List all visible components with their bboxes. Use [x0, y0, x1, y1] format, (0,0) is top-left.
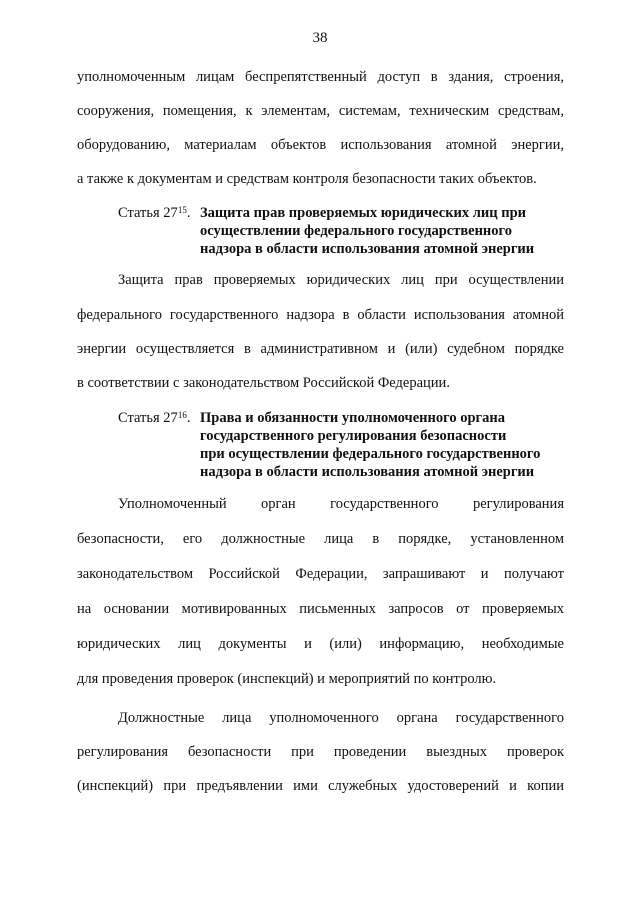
- paragraph-line: в соответствии с законодательством Российской Федерации.: [77, 375, 450, 391]
- paragraph-line: сооружения, помещения, к элементам, системам, техническим средствам,: [77, 103, 564, 119]
- article-title-line: надзора в области использования атомной энергии: [200, 241, 535, 257]
- paragraph-line: регулирования безопасности при проведении выездных проверок: [77, 744, 564, 760]
- paragraph-line: Должностные лица уполномоченного органа государственного: [118, 710, 564, 726]
- article-title-line: осуществлении федерального государственного: [200, 223, 513, 239]
- paragraph-line: законодательством Российской Федерации, запрашивают и получают: [77, 566, 564, 582]
- article-title-line: государственного регулирования безопасности: [200, 428, 507, 444]
- article-label: Статья $27^{16}$.: [118, 410, 191, 426]
- article-title-line: Права и обязанности уполномоченного органа: [200, 410, 505, 426]
- paragraph-line: безопасности, его должностные лица в порядке, установленном: [77, 531, 564, 547]
- article-title-line: при осуществлении федерального государственного: [200, 446, 541, 462]
- paragraph-line: юридических лиц документы и (или) информацию, необходимые: [77, 636, 564, 652]
- paragraph-line: оборудованию, материалам объектов использования атомной энергии,: [77, 137, 564, 153]
- paragraph-line: уполномоченным лицам беспрепятственный доступ в здания, строения,: [77, 69, 564, 85]
- article-title: [200, 204, 534, 258]
- paragraph-line: энергии осуществляется в административном и (или) судебном порядке: [77, 341, 564, 357]
- paragraph-line: для проведения проверок (инспекций) и мероприятий по контролю.: [77, 671, 497, 687]
- paragraph-line: а также к документам и средствам контроля безопасности таких объектов.: [77, 171, 537, 187]
- article-title-line: надзора в области использования атомной энергии: [200, 464, 535, 480]
- paragraph-line: на основании мотивированных письменных запросов от проверяемых: [77, 601, 564, 617]
- paragraph-line: федерального государственного надзора в области использования атомной: [77, 307, 564, 323]
- paragraph-line: Защита прав проверяемых юридических лиц при осуществлении: [118, 272, 564, 288]
- article-label: Статья $27^{15}$.: [118, 205, 191, 221]
- page-number: 38: [312, 30, 328, 46]
- article-title-line: Защита прав проверяемых юридических лиц при: [200, 205, 527, 221]
- paragraph-line: Уполномоченный орган государственного регулирования: [118, 496, 564, 512]
- paragraph-line: (инспекций) при предъявлении ими служебных удостоверений и копии: [77, 778, 564, 794]
- article-title: [200, 409, 540, 481]
